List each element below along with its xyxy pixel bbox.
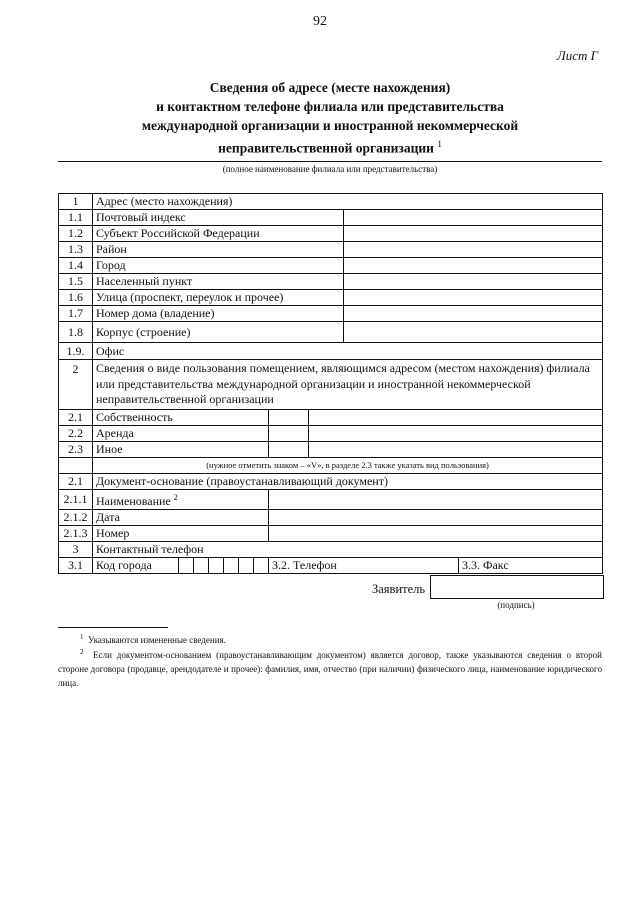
other-usage-field[interactable]: [309, 441, 603, 457]
row-number: 2.1: [59, 473, 93, 489]
organization-name-caption: (полное наименование филиала или представительства): [222, 164, 438, 174]
section-1-label: Адрес (место нахождения): [93, 194, 603, 210]
locality-field[interactable]: [344, 274, 603, 290]
table-row: [59, 409, 603, 425]
office-label: Офис: [93, 343, 603, 360]
city-code-digit-box[interactable]: [254, 557, 269, 573]
applicant-signature-box[interactable]: [430, 575, 604, 599]
phone-row: [59, 557, 603, 573]
section-1-header-row: [59, 194, 603, 210]
row-number: 1.5: [59, 274, 93, 290]
document-number-field[interactable]: [269, 525, 603, 541]
postal-code-field[interactable]: [344, 210, 603, 226]
footnote-text: Указываются измененные сведения.: [88, 635, 226, 645]
section-2-label: Сведения о виде пользования помещением, являющимся адресом (местом нахождения) филиала или представительства международной организации и иностранной некоммерческой неправительственной организации: [93, 360, 603, 410]
table-row: [59, 226, 603, 242]
row-number: 1.9.: [59, 343, 93, 360]
ownership-checkbox[interactable]: [269, 409, 309, 425]
building-label: Корпус (строение): [93, 322, 344, 343]
table-row: [59, 210, 603, 226]
document-name-text: Наименование: [96, 493, 171, 508]
house-number-field[interactable]: [344, 306, 603, 322]
title-footnote-mark: 1: [437, 139, 442, 149]
table-row: [59, 441, 603, 457]
table-row: [59, 306, 603, 322]
usage-note: (нужное отметить знаком – «V», в разделе 2.3 также указать вид пользования): [93, 457, 603, 473]
title-line: и контактном телефоне филиала или представительства: [156, 99, 504, 114]
row-number: 2.1.2: [59, 509, 93, 525]
table-row: [59, 242, 603, 258]
address-form-table: [58, 193, 603, 574]
table-row: [59, 322, 603, 343]
region-label: Субъект Российской Федерации: [93, 226, 344, 242]
city-code-label: Код города: [93, 557, 179, 573]
note-blank: [59, 457, 93, 473]
row-number: 1.6: [59, 290, 93, 306]
table-row: [59, 290, 603, 306]
document-name-field[interactable]: [269, 489, 603, 509]
organization-name-field[interactable]: [58, 161, 602, 162]
footnote-text: Если документом-основанием (правоустанавливающим документом) является договор, также указываются сведения о второй стороне договора (продавце, арендодателе и прочее): фамилия, имя, отчество (при наличии) физического лица, наименование юридического лица.: [58, 650, 602, 688]
fax-label: 3.3. Факс: [462, 557, 509, 572]
other-checkbox[interactable]: [269, 441, 309, 457]
building-field[interactable]: [344, 322, 603, 343]
region-field[interactable]: [344, 226, 603, 242]
table-row: [59, 425, 603, 441]
street-field[interactable]: [344, 290, 603, 306]
document-number-label: Номер: [93, 525, 269, 541]
row-number: 1.8: [59, 322, 93, 343]
table-row: [59, 509, 603, 525]
other-label: Иное: [93, 441, 269, 457]
section-2-header-row: [59, 360, 603, 410]
row-number: 2.1: [59, 409, 93, 425]
phone-field[interactable]: [269, 557, 459, 573]
section-3-header-row: [59, 541, 603, 557]
city-code-digit-box[interactable]: [209, 557, 224, 573]
ownership-label: Собственность: [93, 409, 269, 425]
city-label: Город: [93, 258, 344, 274]
district-field[interactable]: [344, 242, 603, 258]
footnote-2: [58, 645, 602, 690]
signature-caption: (подпись): [497, 600, 535, 610]
document-date-label: Дата: [93, 509, 269, 525]
title-line: международной организации и иностранной некоммерческой: [141, 118, 519, 133]
row-number: 3: [59, 541, 93, 557]
table-row: [59, 274, 603, 290]
district-label: Район: [93, 242, 344, 258]
street-label: Улица (проспект, переулок и прочее): [93, 290, 344, 306]
lease-checkbox[interactable]: [269, 425, 309, 441]
document-header-row: [59, 473, 603, 489]
applicant-label: Заявитель: [372, 582, 426, 596]
document-section-label: Документ-основание (правоустанавливающий документ): [93, 473, 603, 489]
table-row: [59, 489, 603, 509]
city-field[interactable]: [344, 258, 603, 274]
row-number: 1.4: [59, 258, 93, 274]
postal-code-label: Почтовый индекс: [93, 210, 344, 226]
document-name-label: [93, 489, 269, 509]
note-row: [59, 457, 603, 473]
form-title: [80, 78, 580, 158]
section-3-label: Контактный телефон: [93, 541, 603, 557]
row-number: 2.1.3: [59, 525, 93, 541]
city-code-digit-box[interactable]: [224, 557, 239, 573]
row-number: 3.1: [59, 557, 93, 573]
page-number: 92: [313, 14, 327, 29]
footnote-mark: 1: [80, 633, 84, 641]
row-number: 2.1.1: [59, 489, 93, 509]
city-code-digit-box[interactable]: [179, 557, 194, 573]
city-code-digit-box[interactable]: [194, 557, 209, 573]
footnote-mark: 2: [173, 492, 178, 502]
phone-label: 3.2. Телефон: [272, 557, 337, 572]
fax-field[interactable]: [459, 557, 603, 573]
row-number: 1: [59, 194, 93, 210]
house-number-label: Номер дома (владение): [93, 306, 344, 322]
title-line-text: неправительственной организации: [218, 140, 434, 156]
city-code-digit-box[interactable]: [239, 557, 254, 573]
title-line: [80, 135, 580, 158]
row-number: 2: [59, 360, 93, 410]
document-date-field[interactable]: [269, 509, 603, 525]
footnote-mark: 2: [80, 648, 84, 656]
table-row: [59, 343, 603, 360]
row-number: 1.2: [59, 226, 93, 242]
footnote-divider: [58, 627, 168, 628]
lease-label: Аренда: [93, 425, 269, 441]
locality-label: Населенный пункт: [93, 274, 344, 290]
table-row: [59, 258, 603, 274]
row-number: 1.1: [59, 210, 93, 226]
row-number: 1.7: [59, 306, 93, 322]
ownership-blank: [309, 409, 603, 425]
row-number: 1.3: [59, 242, 93, 258]
row-number: 2.3: [59, 441, 93, 457]
sheet-label: Лист Г: [556, 48, 598, 63]
lease-blank: [309, 425, 603, 441]
title-line: Сведения об адресе (месте нахождения): [209, 80, 451, 95]
row-number: 2.2: [59, 425, 93, 441]
table-row: [59, 525, 603, 541]
